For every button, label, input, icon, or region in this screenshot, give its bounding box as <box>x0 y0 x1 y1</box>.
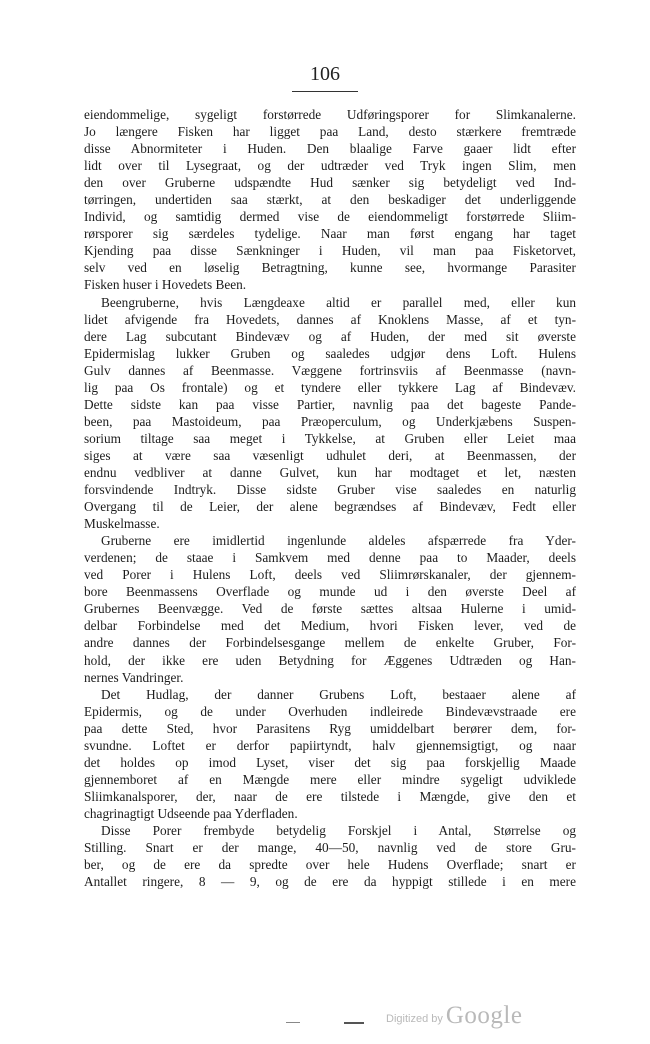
text-line: hold, der ikke ere uden Betydning for Æggenes Udtræden og Han- <box>84 652 576 668</box>
text-line: Gulv dannes af Beenmasse. Væggene fortrinsviis af Beenmasse (navn- <box>84 362 576 378</box>
text-line: selv ved en løselig Betragtning, kunne see, hvormange Parasiter <box>84 260 576 276</box>
text-line: Kjending paa disse Sænkninger i Huden, vil man paa Fisketorvet, <box>84 243 576 259</box>
text-line: gjennemboret af en Mængde mere eller mindre sygeligt udviklede <box>84 771 576 787</box>
text-line: eiendommelige, sygeligt forstørrede Udføringsporer for Slimkanalerne. <box>84 107 576 122</box>
text-line: Grubernes Beenvægge. Ved de første sættes altsaa Hulerne i umid- <box>84 601 576 617</box>
page-number-rule <box>292 91 358 92</box>
text-line: Det Hudlag, der danner Grubens Loft, bestaaer alene af <box>101 686 576 702</box>
text-line: chagrinagtigt Udseende paa Yderfladen. <box>84 805 298 821</box>
text-line: tørringen, undertiden saa stærkt, at den beskadiger det underliggende <box>84 192 576 208</box>
text-line: siges at være saa væsenligt udhulet deri, at Beenmassen, der <box>84 447 576 463</box>
text-line: ved Porer i Hulens Loft, deels ved Sliimrørskanaler, der gjennem- <box>84 567 576 583</box>
text-line: bore Beenmassens Overflade og munde ud i den øverste Deel af <box>84 584 576 600</box>
text-line: nernes Vandringer. <box>84 669 184 685</box>
footer-mark-left <box>286 1022 300 1023</box>
text-line: Gruberne ere imidlertid ingenlunde aldeles afspærrede fra Yder- <box>101 533 576 549</box>
text-line: Epidermislag lukker Gruben og saaledes udgjør dens Loft. Hulens <box>84 345 576 361</box>
text-line: andre dannes der Forbindelsesgange mellem de enkelte Gruber, For- <box>84 635 576 651</box>
text-line: Disse Porer frembyde betydelig Forskjel i Antal, Størrelse og <box>101 822 576 838</box>
text-line: Stilling. Snart er der mange, 40—50, navnlig ved de store Gru- <box>84 840 576 856</box>
text-line: endnu vedbliver at danne Gulvet, kun har modtaget et let, næsten <box>84 464 576 480</box>
text-line: verdenen; de staae i Samkvem med denne paa to Maader, deels <box>84 550 576 566</box>
text-line: lidet afvigende fra Hovedets, dannes af Knoklens Masse, af et tyn- <box>84 311 576 327</box>
text-line: Beengruberne, hvis Længdeaxe altid er parallel med, eller kun <box>101 294 576 310</box>
text-line: delbar Forbindelse med det Medium, hvori Fisken lever, ved de <box>84 618 576 634</box>
text-line: disse Abnormiteter i Huden. Den blaalige Farve gaaer lidt efter <box>84 141 576 157</box>
google-logo: Google <box>445 1002 523 1029</box>
text-line: ber, og de ere da spredte over hele Hudens Overflade; snart er <box>84 857 576 873</box>
text-line: svundne. Loftet er derfor papiirtyndt, halv gjennemsigtigt, og naar <box>84 737 576 753</box>
text-line: lidt over til Lysegraat, og der udtræder ved Tryk ingen Slim, men <box>84 158 576 174</box>
body-text <box>84 106 576 890</box>
text-line: det holdes op imod Lyset, viser det sig paa forskjellig Maade <box>84 754 576 770</box>
page-number: 106 <box>310 63 340 85</box>
text-line: lig paa Os frontale) og et tyndere eller tykkere Lag af Bindevæv. <box>84 379 576 395</box>
text-line: dere Lag subcutant Bindevæv og af Huden, der med sit øverste <box>84 328 576 344</box>
text-line: Jo længere Fisken har ligget paa Land, desto stærkere fremtræde <box>84 124 576 140</box>
text-line: rørsporer sig særdeles tydelige. Naar man først engang har taget <box>84 226 576 242</box>
text-line: forsvindende Indtryk. Disse sidste Gruber vise saaledes en naturlig <box>84 482 576 498</box>
text-line: Antallet ringere, 8 — 9, og de ere da hyppigt stillede i en mere <box>84 874 576 890</box>
text-line: Dette sidste kan paa visse Partier, navnlig paa det bageste Pande- <box>84 396 576 412</box>
text-line: Fisken huser i Hovedets Been. <box>84 277 247 293</box>
text-line: Epidermis, og de under Overhuden indleirede Bindevævstraade ere <box>84 703 576 719</box>
text-line: been, paa Mastoideum, paa Præoperculum, og Underkjæbens Suspen- <box>84 413 576 429</box>
text-line: Sliimkanalsporer, der, naar de ere tilstede i Mængde, give den et <box>84 788 576 804</box>
text-line: Overgang til de Leier, der alene begrændses af Bindevæv, Fedt eller <box>84 499 576 515</box>
digitized-watermark <box>386 1000 522 1030</box>
digitized-by-label: Digitized by <box>386 1013 443 1025</box>
text-line: Muskelmasse. <box>84 516 160 532</box>
text-line: sorium tiltage saa meget i Tykkelse, at Gruben eller Leiet maa <box>84 430 576 446</box>
text-line: Individ, og samtidig dermed vise de eiendommeligt forstørrede Sliim- <box>84 209 576 225</box>
text-line: paa dette Sted, hvor Parasitens Ryg umiddelbart berører dem, for- <box>84 720 576 736</box>
text-line: den over Gruberne udspændte Hud sænker sig betydeligt ved Ind- <box>84 175 576 191</box>
footer-mark-right <box>344 1022 364 1024</box>
